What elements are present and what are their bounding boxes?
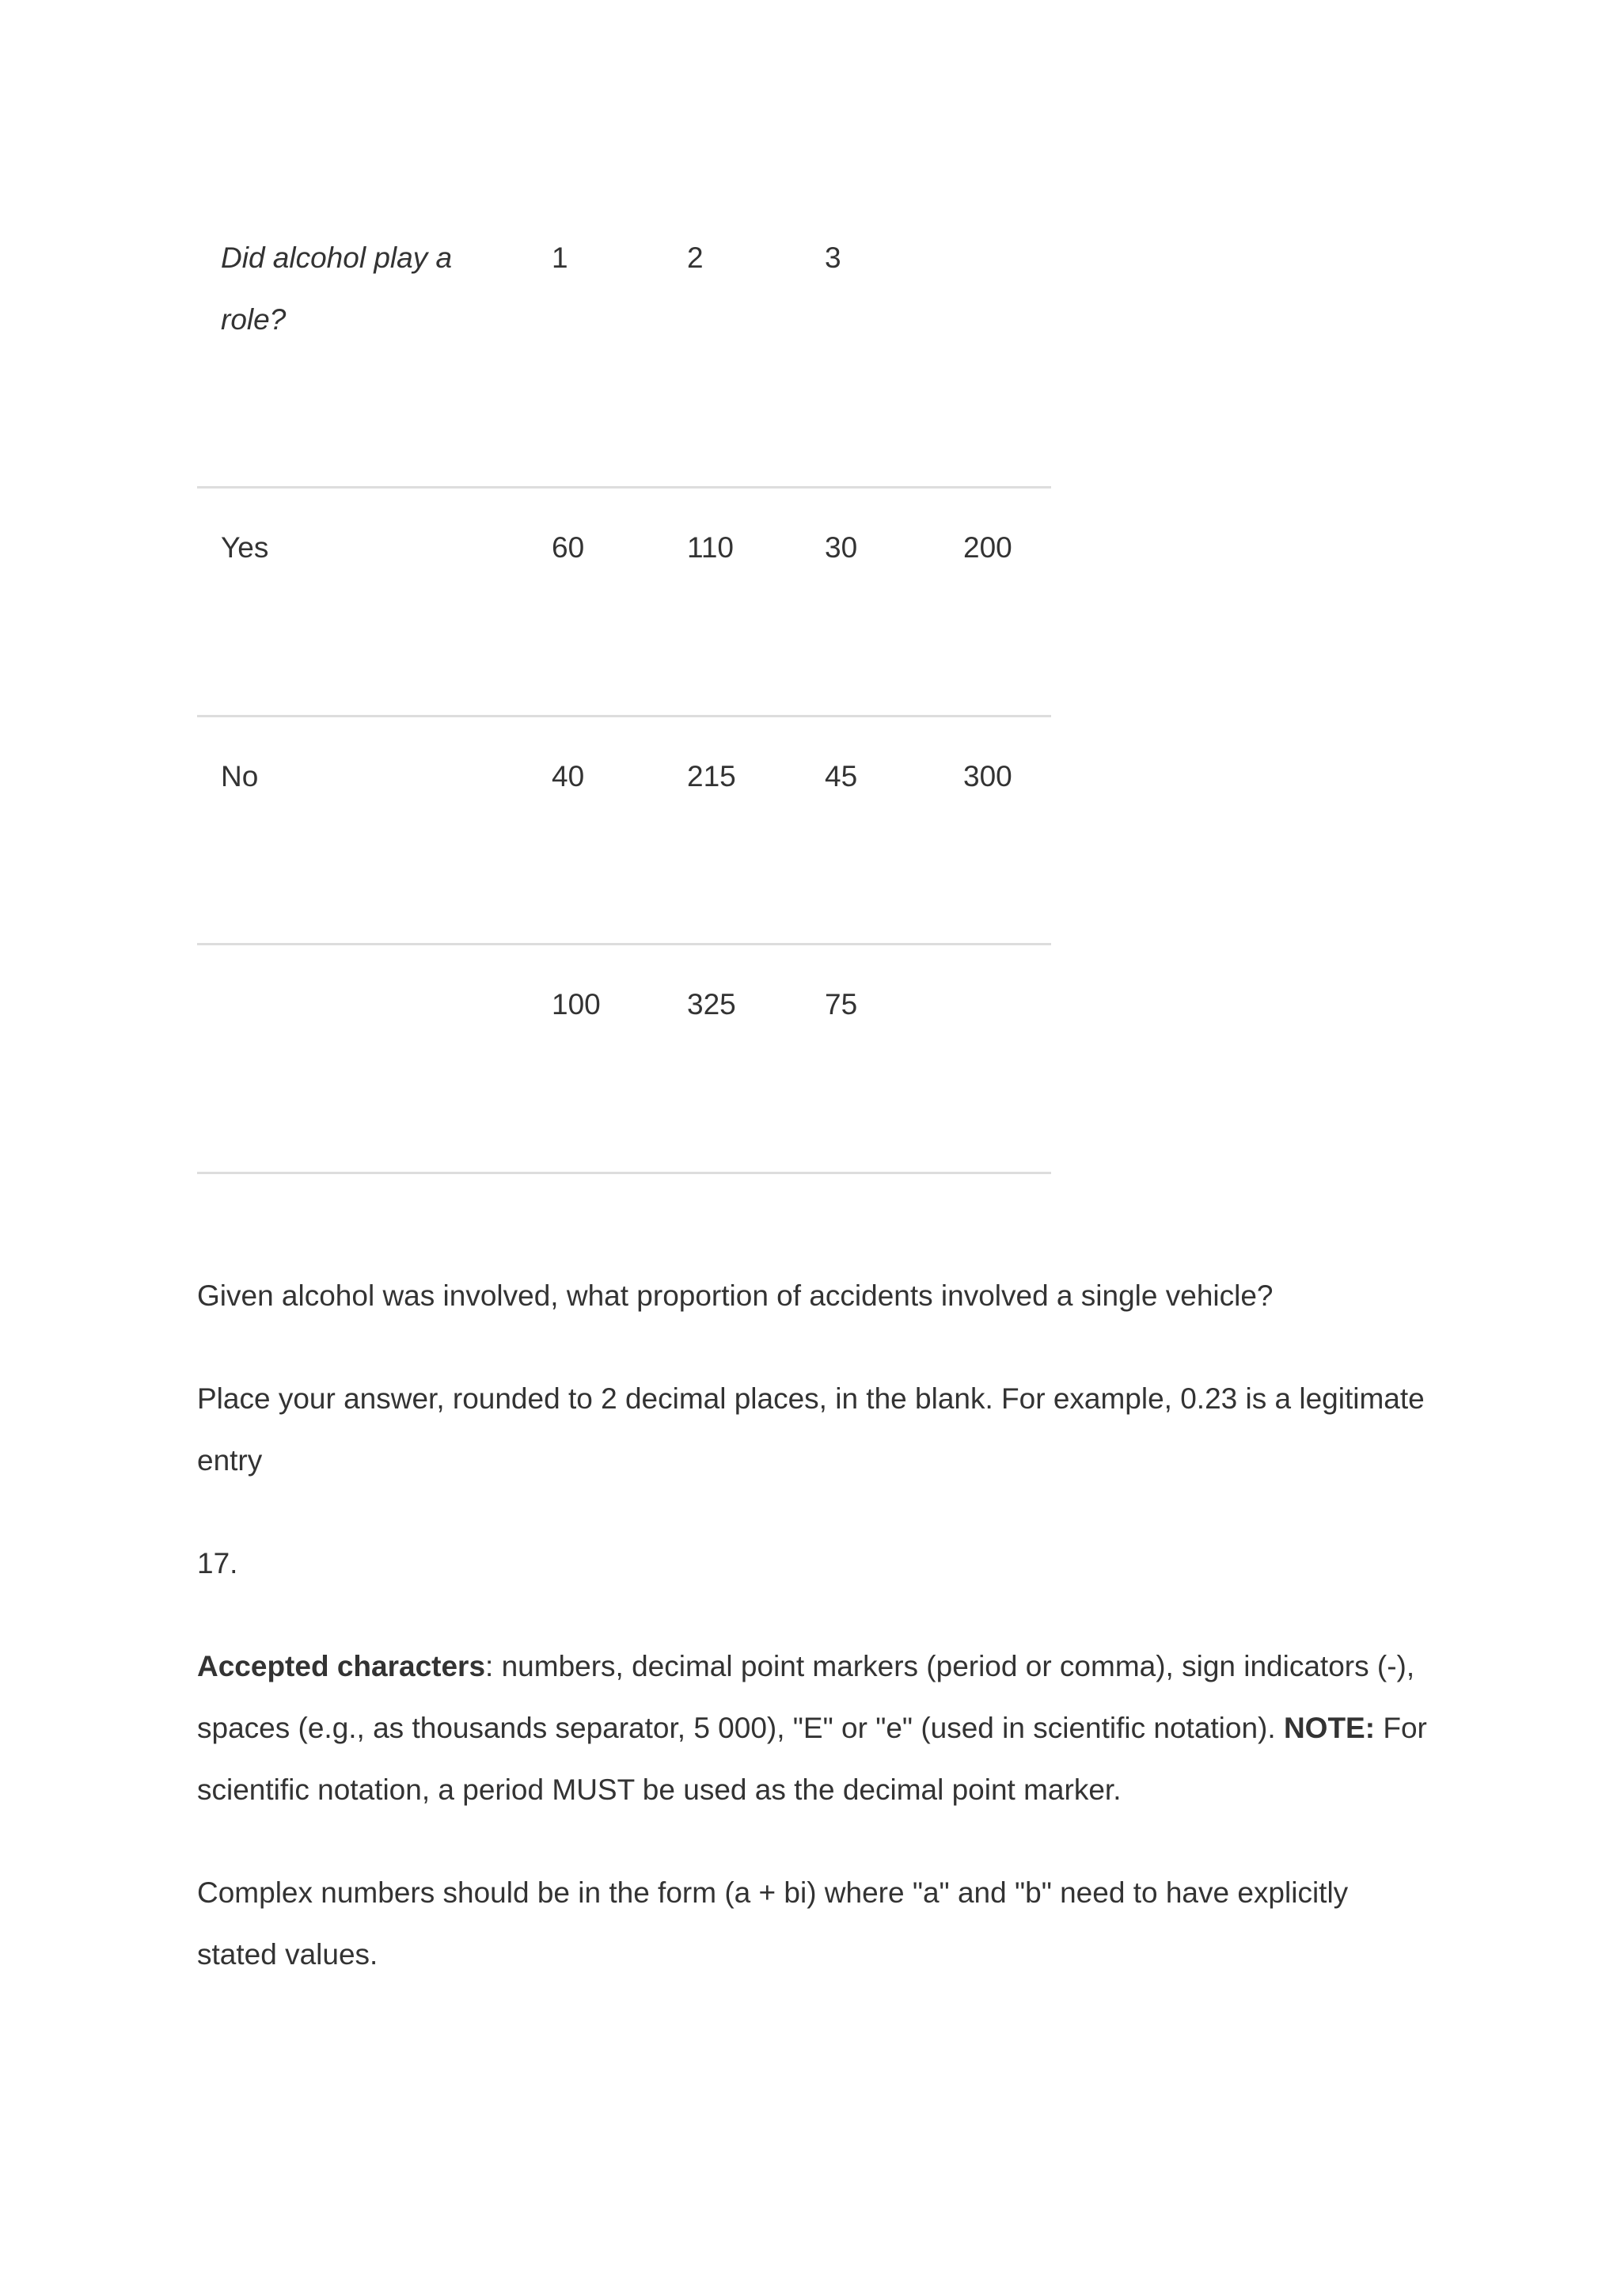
row-no-col-1: 40 (552, 760, 585, 793)
item-number: 17. (197, 1547, 238, 1579)
table-divider (197, 943, 1051, 945)
row-total-col-2: 325 (687, 988, 736, 1021)
header-col-1: 1 (552, 241, 568, 274)
row-yes-col-2: 110 (687, 531, 734, 564)
row-no-col-3: 45 (825, 760, 858, 793)
header-label-line2: role? (221, 303, 287, 336)
row-total-col-3: 75 (825, 988, 858, 1021)
row-yes-total: 200 (963, 531, 1012, 564)
row-no-label: No (221, 760, 259, 793)
header-col-2: 2 (687, 241, 704, 274)
accepted-characters-note (197, 1636, 1432, 1821)
row-no-col-2: 215 (687, 760, 736, 793)
header-col-3: 3 (825, 241, 841, 274)
accepted-text: : numbers, decimal point markers (period or comma), sign indicators (-), spaces (e.g., as thousands separator, 5 000), "E" or "e" (used in scientific notation). (197, 1650, 1415, 1744)
note-label: NOTE: (1283, 1712, 1376, 1744)
accepted-label: Accepted characters (197, 1650, 486, 1682)
table-divider (197, 1172, 1051, 1174)
note-text: For scientific notation, a period MUST be used as the decimal point marker. (197, 1712, 1427, 1806)
row-yes-col-1: 60 (552, 531, 585, 564)
row-no-total: 300 (963, 760, 1012, 793)
instruction-text: Place your answer, rounded to 2 decimal places, in the blank. For example, 0.23 is a legitimate entry (197, 1382, 1425, 1477)
table-divider (197, 715, 1051, 717)
row-yes-label: Yes (221, 531, 269, 564)
table-divider (197, 486, 1051, 488)
header-label-line1: Did alcohol play a (221, 241, 453, 274)
row-yes-col-3: 30 (825, 531, 858, 564)
complex-numbers-note: Complex numbers should be in the form (a + bi) where "a" and "b" need to have explicitly stated values. (197, 1876, 1349, 1971)
row-total-col-1: 100 (552, 988, 601, 1021)
question-text: Given alcohol was involved, what proportion of accidents involved a single vehicle? (197, 1279, 1274, 1312)
